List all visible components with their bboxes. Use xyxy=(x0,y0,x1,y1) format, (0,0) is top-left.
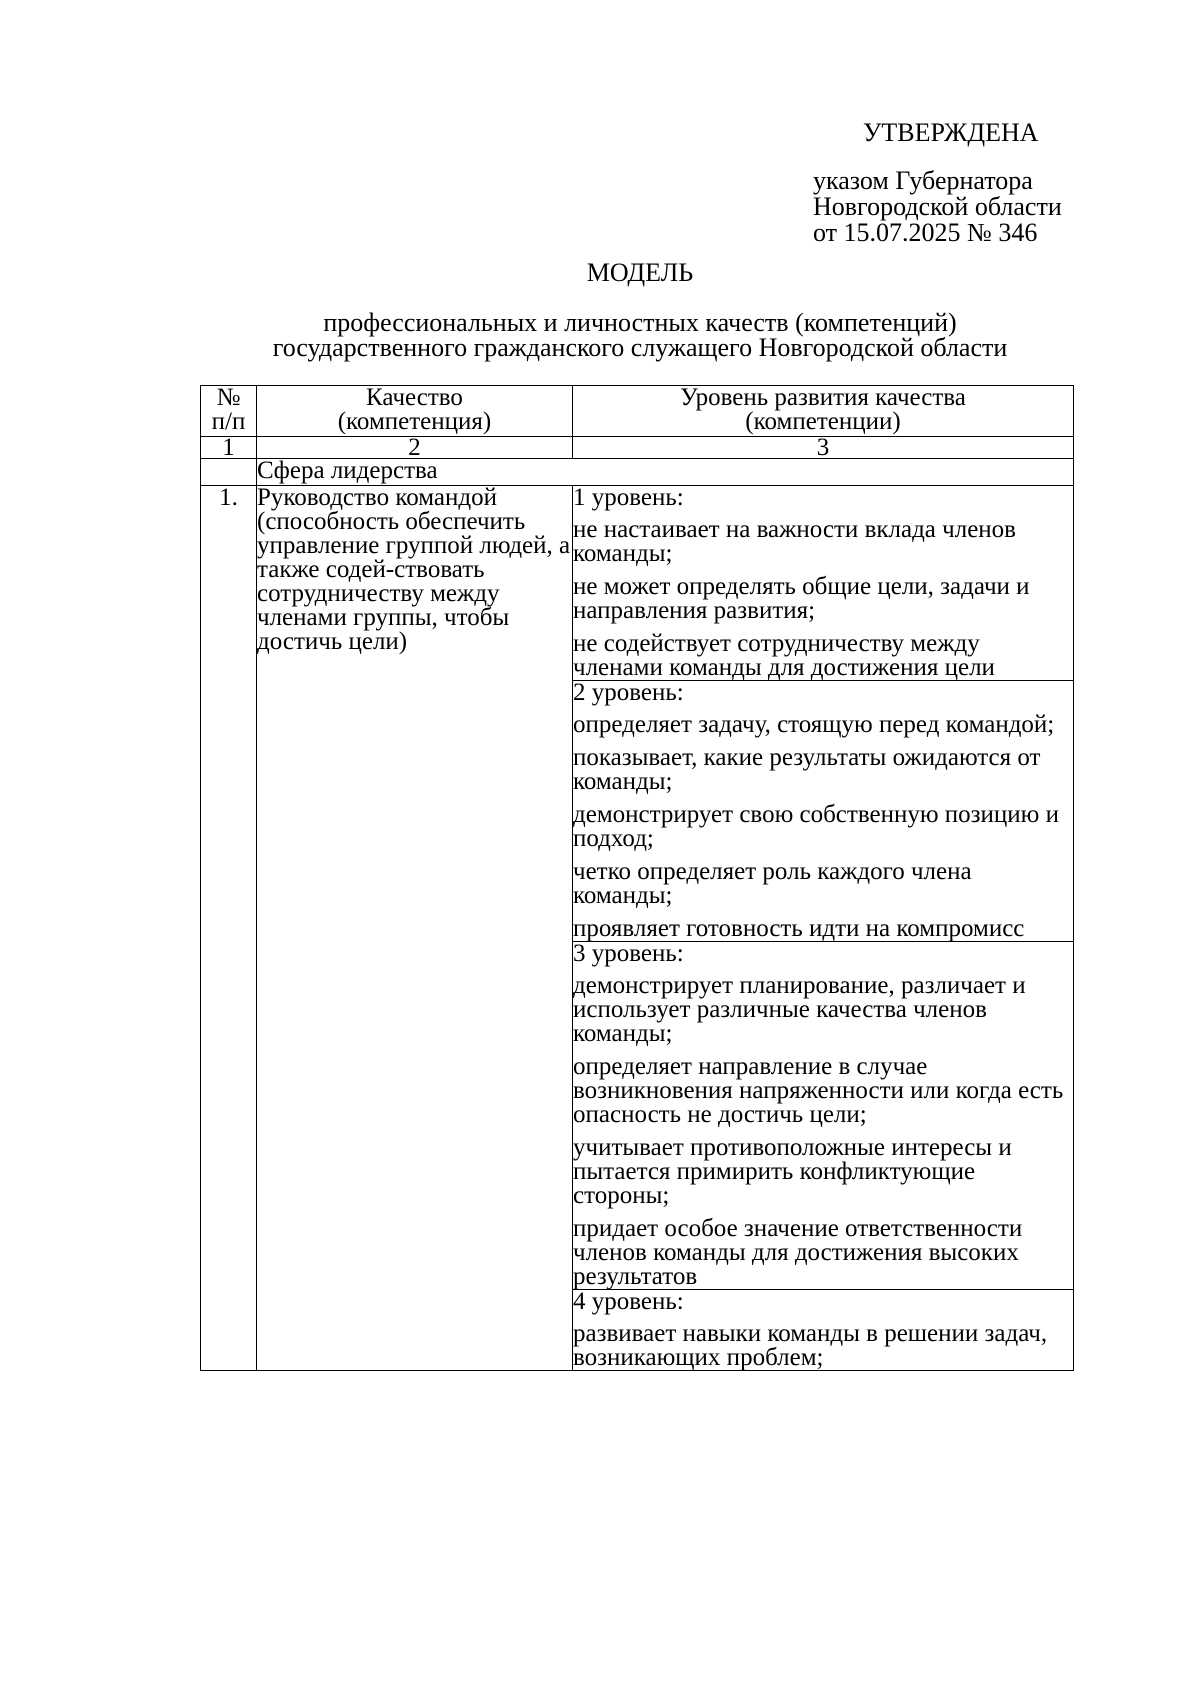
header-quality: Качество (компетенция) xyxy=(257,386,573,437)
level-item: четко определяет роль каждого члена команды; xyxy=(573,858,972,909)
level-item: демонстрирует свою собственную позицию и подход; xyxy=(573,801,1059,852)
header-level: Уровень развития качества (компетенции) xyxy=(573,386,1074,437)
column-number: 1 xyxy=(201,437,257,459)
document-subtitle-line: государственного гражданского служащего Новгородской области xyxy=(272,333,1008,362)
column-number: 3 xyxy=(573,437,1074,459)
approval-line: указом Губернатора xyxy=(813,166,1033,195)
level-cell xyxy=(573,681,1074,942)
approval-title: УТВЕРЖДЕНА xyxy=(863,118,1039,147)
level-item: не может определять общие цели, задачи и направления развития; xyxy=(573,573,1030,624)
column-number-row xyxy=(201,437,1074,459)
level-cell xyxy=(573,486,1074,681)
level-item: определяет направление в случае возникновения напряженности или когда есть опасность не достичь цели; xyxy=(573,1053,1064,1128)
document-heading xyxy=(200,258,1080,360)
level-cell xyxy=(573,942,1074,1290)
table-header-row xyxy=(201,386,1074,437)
approval-line: Новгородской области xyxy=(813,192,1062,221)
approval-stamp xyxy=(813,120,1113,246)
row-number: 1. xyxy=(201,486,257,1371)
column-number: 2 xyxy=(257,437,573,459)
section-title: Сфера лидерства xyxy=(257,459,1074,486)
level-item: учитывает противоположные интересы и пытается примирить конфликтующие стороны; xyxy=(573,1134,1012,1209)
competency-table xyxy=(200,385,1074,1371)
level-title: 1 уровень: xyxy=(573,484,684,511)
level-item: определяет задачу, стоящую перед командой; xyxy=(573,711,1055,738)
level-item: придает особое значение ответственности членов команды для достижения высоких результатов xyxy=(573,1215,1023,1290)
level-cell xyxy=(573,1290,1074,1371)
level-title: 4 уровень: xyxy=(573,1288,684,1315)
level-item: проявляет готовность идти на компромисс xyxy=(573,915,1025,942)
level-item: развивает навыки команды в решении задач, возникающих проблем; xyxy=(573,1320,1048,1371)
level-item: не настаивает на важности вклада членов команды; xyxy=(573,516,1016,567)
table-row xyxy=(201,486,1074,681)
section-empty-cell xyxy=(201,459,257,486)
level-item: показывает, какие результаты ожидаются от команды; xyxy=(573,744,1041,795)
document-title: МОДЕЛЬ xyxy=(586,258,694,287)
level-item: демонстрирует планирование, различает и использует различные качества членов команды; xyxy=(573,972,1026,1047)
section-row xyxy=(201,459,1074,486)
document-subtitle-line: профессиональных и личностных качеств (компетенций) xyxy=(323,308,957,337)
level-item: не содействует сотрудничеству между членами команды для достижения цели xyxy=(573,630,995,681)
quality-description: Руководство командой (способность обеспечить управление группой людей, а также содей-ствовать сотрудничеству между членами группы, чтобы достичь цели) xyxy=(257,486,573,1371)
header-num: № п/п xyxy=(201,386,257,437)
approval-line: от 15.07.2025 № 346 xyxy=(813,218,1038,247)
level-title: 2 уровень: xyxy=(573,679,684,706)
level-title: 3 уровень: xyxy=(573,940,684,967)
